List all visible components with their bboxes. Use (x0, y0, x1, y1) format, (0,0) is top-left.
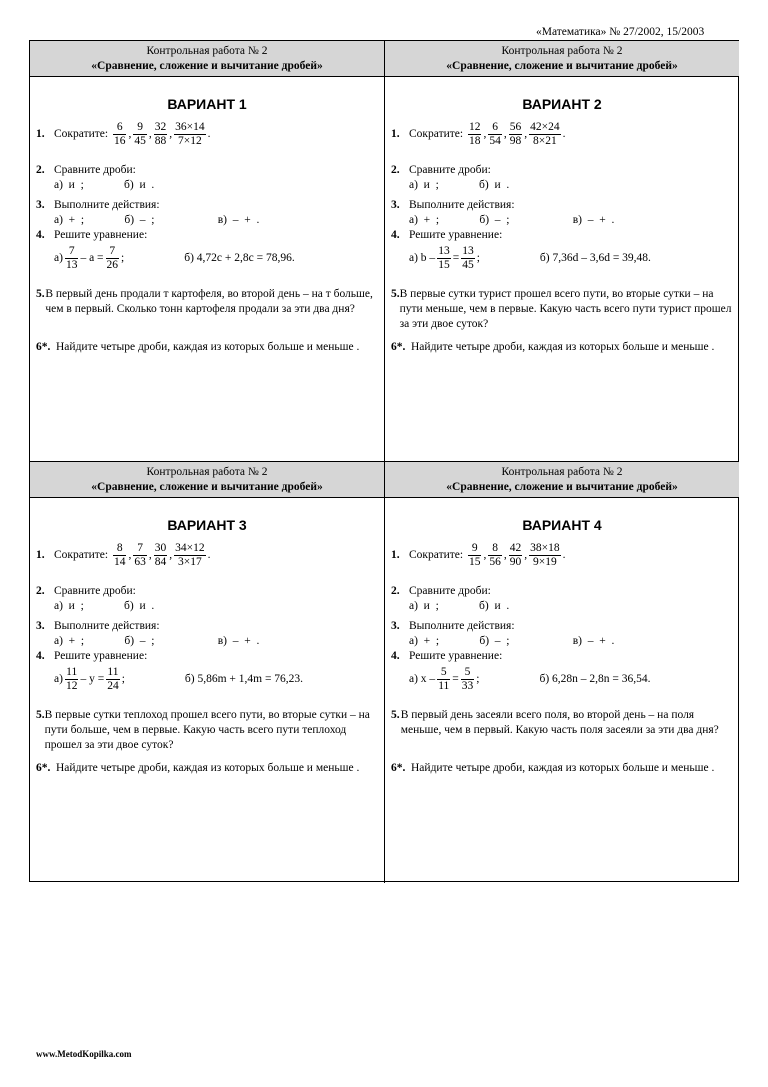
fraction (106, 666, 120, 693)
text: 84 (154, 556, 167, 568)
card-title: Контрольная работа № 2 (146, 45, 268, 57)
task-1: 1. Сократите: $\frac{6}{16}$ , $\frac{9}{45}$ , $\frac{32}{88}$ , $\frac{36\times 14}{7\times 12}$ . (36, 121, 211, 147)
task-4 (36, 649, 378, 693)
text: 45 (134, 135, 146, 147)
fraction (133, 542, 147, 569)
eq-a-end: ; (121, 252, 125, 264)
task-1: 1. Сократите: $\frac{12}{18}$ , $\frac{6}{54}$ , $\frac{56}{98}$ , $\frac{42\times 24}{8\times 21}$ . (391, 121, 566, 147)
task-number: 6*. (391, 341, 406, 353)
text: 15 (438, 259, 450, 271)
fraction (468, 542, 482, 569)
eq-a-prefix: а) b – (409, 252, 436, 264)
task-4-text: Решите уравнение: (409, 650, 503, 662)
task-number: 5. (391, 288, 400, 300)
task-4 (391, 649, 733, 693)
task-6-text: Найдите четыре дроби, каждая из которых больше и меньше . (411, 762, 715, 774)
text: 54 (489, 135, 501, 147)
task-number: 3. (391, 199, 400, 211)
fraction (65, 666, 79, 693)
task-number: 4. (36, 650, 45, 662)
task-number: 3. (36, 620, 45, 632)
eq-a-prefix: а) (54, 252, 63, 264)
text: 30 (154, 542, 167, 554)
task-3-text: Выполните действия: (409, 199, 515, 211)
variant-heading: ВАРИАНТ 2 (522, 96, 602, 112)
text: 34×12 (175, 542, 205, 554)
card-subtitle: «Сравнение, сложение и вычитание дробей» (446, 481, 678, 493)
fraction (468, 121, 482, 148)
task-2-text: Сравните дроби: (409, 164, 491, 176)
fraction (437, 666, 450, 693)
task-5-text: В первый день засеяли всего поля, во второй день – на поля меньше, чем в первый. Какую часть поля засеяли за эти два дня? (400, 709, 719, 736)
variant-card (30, 41, 385, 462)
task-3 (36, 198, 378, 228)
text: 56 (509, 121, 522, 133)
task-3-text: Выполните действия: (54, 620, 160, 632)
text: 7×12 (174, 134, 206, 148)
eq-a-end: ; (476, 673, 480, 685)
eq-a-middle: – y = (80, 673, 105, 685)
text: 24 (107, 680, 119, 692)
task-2 (391, 584, 733, 614)
task-number: 4. (36, 229, 45, 241)
task-3 (391, 198, 733, 228)
task-2-items: а) и ; б) и . (409, 600, 510, 612)
task-number: 2. (391, 164, 400, 176)
fraction (174, 121, 206, 148)
text: 90 (509, 556, 522, 568)
fraction (509, 542, 523, 569)
task-2-text: Сравните дроби: (409, 585, 491, 597)
text: 11 (107, 666, 119, 678)
text: 9 (137, 121, 143, 133)
task-2-items: а) и ; б) и . (409, 179, 510, 191)
eq-a-middle: = (452, 673, 459, 685)
eq-a-prefix: а) x – (409, 673, 436, 685)
fraction (488, 542, 502, 569)
text: 8 (116, 542, 123, 554)
task-6 (391, 340, 733, 355)
card-header (385, 41, 739, 77)
text: 3×17 (174, 555, 206, 569)
task-2-items: а) и ; б) и . (54, 179, 155, 191)
text: 56 (489, 556, 501, 568)
fraction (529, 121, 561, 148)
text: 13 (438, 245, 450, 257)
task-number: 4. (391, 650, 400, 662)
card-title: Контрольная работа № 2 (146, 466, 268, 478)
fraction (437, 245, 451, 272)
fraction (113, 542, 127, 569)
fraction (154, 542, 168, 569)
eq-b: б) 7,36d – 3,6d = 39,48. (539, 252, 651, 264)
task-number: 4. (391, 229, 400, 241)
task-number: 1. (36, 549, 45, 561)
task-3-text: Выполните действия: (409, 620, 515, 632)
variant-heading: ВАРИАНТ 4 (522, 517, 602, 533)
text: 13 (65, 259, 78, 271)
task-number: 2. (391, 585, 400, 597)
task-1: 1. Сократите: $\frac{8}{14}$ , $\frac{7}{63}$ , $\frac{30}{84}$ , $\frac{34\times 12}{3\times 17}$ . (36, 542, 211, 568)
task-5-text: В первые сутки теплоход прошел всего пути, во вторые сутки – на пути больше, чем в первые. Какую часть всего пути теплоход прошел за эти двое суток? (44, 709, 370, 751)
variant-card (30, 462, 385, 883)
task-2-items: а) и ; б) и . (54, 600, 155, 612)
fraction (174, 542, 206, 569)
task-5 (391, 287, 733, 332)
text: 7 (68, 245, 75, 257)
fraction (133, 121, 147, 148)
task-3 (391, 619, 733, 649)
test-sheet (29, 40, 739, 882)
eq-a-end: ; (121, 673, 125, 685)
text: 42×24 (530, 121, 560, 133)
task-2 (391, 163, 733, 193)
text: 12 (468, 121, 481, 133)
task-4 (391, 228, 733, 272)
task-number: 6*. (391, 762, 406, 774)
text: 33 (461, 680, 474, 692)
text: 45 (462, 259, 474, 271)
task-1: 1. Сократите: $\frac{9}{15}$ , $\frac{8}{56}$ , $\frac{42}{90}$ , $\frac{38\times 18}{9\times 19}$ . (391, 542, 566, 568)
text: 11 (66, 666, 78, 678)
task-6-text: Найдите четыре дроби, каждая из которых больше и меньше . (56, 762, 360, 774)
text: 38×18 (530, 542, 560, 554)
text: 32 (154, 121, 167, 133)
task-1-label: Сократите: (409, 549, 464, 561)
card-header (30, 462, 384, 498)
task-6 (36, 761, 378, 776)
eq-a-end: ; (476, 252, 480, 264)
task-number: 5. (36, 288, 45, 300)
eq-b: б) 6,28n – 2,8n = 36,54. (539, 673, 651, 685)
variant-card (385, 462, 739, 883)
text: 11 (438, 680, 450, 692)
text: 14 (113, 556, 126, 568)
footer-site: www.MetodKopilka.com (36, 1049, 132, 1059)
task-3-text: Выполните действия: (54, 199, 160, 211)
text: 7 (137, 542, 143, 554)
task-2 (36, 163, 378, 193)
task-number: 2. (36, 164, 45, 176)
task-5 (391, 708, 733, 738)
text: 88 (154, 135, 167, 147)
variant-heading: ВАРИАНТ 3 (167, 517, 247, 533)
text: 13 (462, 245, 474, 257)
task-6-text: Найдите четыре дроби, каждая из которых больше и меньше . (411, 341, 715, 353)
eq-b: б) 4,72c + 2,8c = 78,96. (184, 252, 295, 264)
text: 5 (440, 666, 447, 678)
card-subtitle: «Сравнение, сложение и вычитание дробей» (91, 481, 323, 493)
text: 8×21 (529, 134, 561, 148)
task-5-text: В первый день продали т картофеля, во второй день – на т больше, чем в первый. Сколько тонн картофеля продали за эти два дня? (45, 288, 373, 315)
eq-a-middle: – a = (80, 252, 104, 264)
task-4-text: Решите уравнение: (54, 229, 148, 241)
text: 12 (65, 680, 78, 692)
card-title: Контрольная работа № 2 (501, 466, 623, 478)
task-5-text: В первые сутки турист прошел всего пути, во вторые сутки – на пути меньше, чем в первые. Какую часть всего пути турист прошел за эти двое суток? (399, 288, 732, 330)
fraction (65, 245, 79, 272)
text: 42 (509, 542, 522, 554)
task-4-text: Решите уравнение: (54, 650, 148, 662)
fraction (154, 121, 168, 148)
text: 9×19 (529, 555, 561, 569)
text: 6 (116, 121, 123, 133)
task-number: 6*. (36, 341, 51, 353)
task-3-items: а) + ; б) – ; в) – + . (409, 635, 615, 647)
text: 98 (509, 135, 522, 147)
task-3-items: а) + ; б) – ; в) – + . (54, 214, 260, 226)
fraction (461, 245, 475, 272)
task-6-text: Найдите четыре дроби, каждая из которых больше и меньше . (56, 341, 360, 353)
task-4-text: Решите уравнение: (409, 229, 503, 241)
task-2 (36, 584, 378, 614)
task-2-text: Сравните дроби: (54, 585, 136, 597)
fraction (488, 121, 502, 148)
card-subtitle: «Сравнение, сложение и вычитание дробей» (446, 60, 678, 72)
text: 6 (492, 121, 498, 133)
task-2-text: Сравните дроби: (54, 164, 136, 176)
task-number: 1. (391, 549, 400, 561)
task-1-label: Сократите: (54, 549, 109, 561)
text: 5 (464, 666, 471, 678)
task-6 (391, 761, 733, 776)
text: 9 (471, 542, 478, 554)
source-reference: «Математика» № 27/2002, 15/2003 (536, 26, 705, 38)
task-3-items: а) + ; б) – ; в) – + . (409, 214, 615, 226)
task-3-items: а) + ; б) – ; в) – + . (54, 635, 260, 647)
variant-heading: ВАРИАНТ 1 (167, 96, 247, 112)
task-5 (36, 708, 378, 753)
fraction (509, 121, 523, 148)
text: 15 (468, 556, 481, 568)
card-header (385, 462, 739, 498)
fraction (113, 121, 127, 148)
text: 7 (109, 245, 116, 257)
equations (391, 245, 733, 272)
eq-a-prefix: а) (54, 673, 63, 685)
task-number: 3. (36, 199, 45, 211)
equations (36, 666, 378, 693)
task-4 (36, 228, 378, 272)
variant-card (385, 41, 739, 462)
task-number: 1. (391, 128, 400, 140)
equations (36, 245, 378, 272)
task-number: 1. (36, 128, 45, 140)
fraction (106, 245, 120, 272)
fraction (529, 542, 561, 569)
text: 63 (134, 556, 146, 568)
task-number: 2. (36, 585, 45, 597)
text: 36×14 (175, 121, 205, 133)
task-number: 3. (391, 620, 400, 632)
card-title: Контрольная работа № 2 (501, 45, 623, 57)
fraction (461, 666, 475, 693)
task-number: 5. (391, 709, 400, 721)
text: 8 (492, 542, 498, 554)
task-5 (36, 287, 378, 317)
card-subtitle: «Сравнение, сложение и вычитание дробей» (91, 60, 323, 72)
equations (391, 666, 733, 693)
task-number: 6*. (36, 762, 51, 774)
task-3 (36, 619, 378, 649)
task-number: 5. (36, 709, 45, 721)
text: 16 (113, 135, 126, 147)
task-6 (36, 340, 378, 355)
eq-b: б) 5,86m + 1,4m = 76,23. (184, 673, 304, 685)
card-header (30, 41, 384, 77)
eq-a-middle: = (452, 252, 460, 264)
task-1-label: Сократите: (409, 128, 464, 140)
text: 26 (106, 259, 119, 271)
task-1-label: Сократите: (54, 128, 109, 140)
text: 18 (468, 135, 481, 147)
